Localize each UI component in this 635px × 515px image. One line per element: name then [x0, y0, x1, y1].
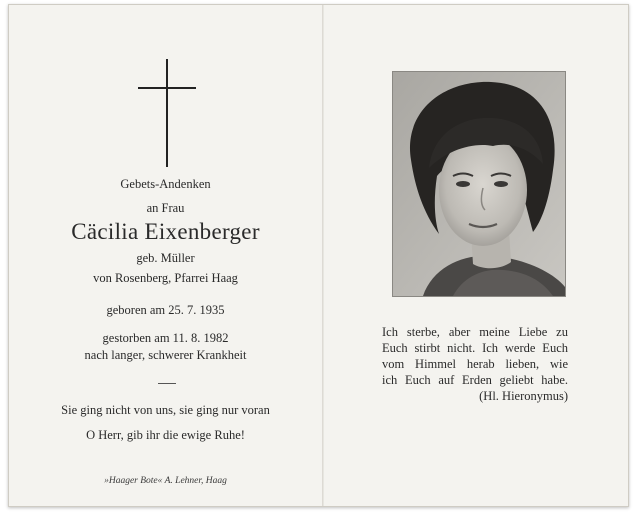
deceased-name: Cäcilia Eixenberger: [71, 219, 260, 244]
printer-credit: »Haager Bote« A. Lehner, Haag: [104, 476, 227, 486]
origin: von Rosenberg, Pfarrei Haag: [93, 271, 238, 285]
quote-line: Euch stirbt nicht. Ich werde Euch: [382, 341, 568, 355]
quote-line: vom Himmel herab lieben, wie: [382, 357, 568, 371]
prayer: O Herr, gib ihr die ewige Ruhe!: [86, 428, 245, 442]
birth-date: geboren am 25. 7. 1935: [106, 303, 225, 317]
maiden-name: geb. Müller: [136, 251, 195, 265]
left-panel: [9, 5, 322, 506]
death-date: gestorben am 11. 8. 1982: [102, 331, 229, 345]
quote-line: Ich sterbe, aber meine Liebe zu: [382, 325, 568, 339]
divider: [158, 383, 176, 384]
name-prefix: an Frau: [146, 201, 185, 215]
right-panel: [324, 5, 628, 506]
cross-icon: [138, 59, 196, 167]
quote-attribution: (Hl. Hieronymus): [479, 389, 568, 403]
memorial-card: [8, 4, 629, 507]
quote-line: ich Euch auf Erden geliebt habe.: [382, 373, 568, 387]
card-heading: Gebets-Andenken: [120, 177, 211, 191]
portrait-photo: [392, 71, 566, 297]
death-cause: nach langer, schwerer Krankheit: [84, 348, 247, 362]
verse: Sie ging nicht von uns, sie ging nur voran: [61, 403, 270, 417]
